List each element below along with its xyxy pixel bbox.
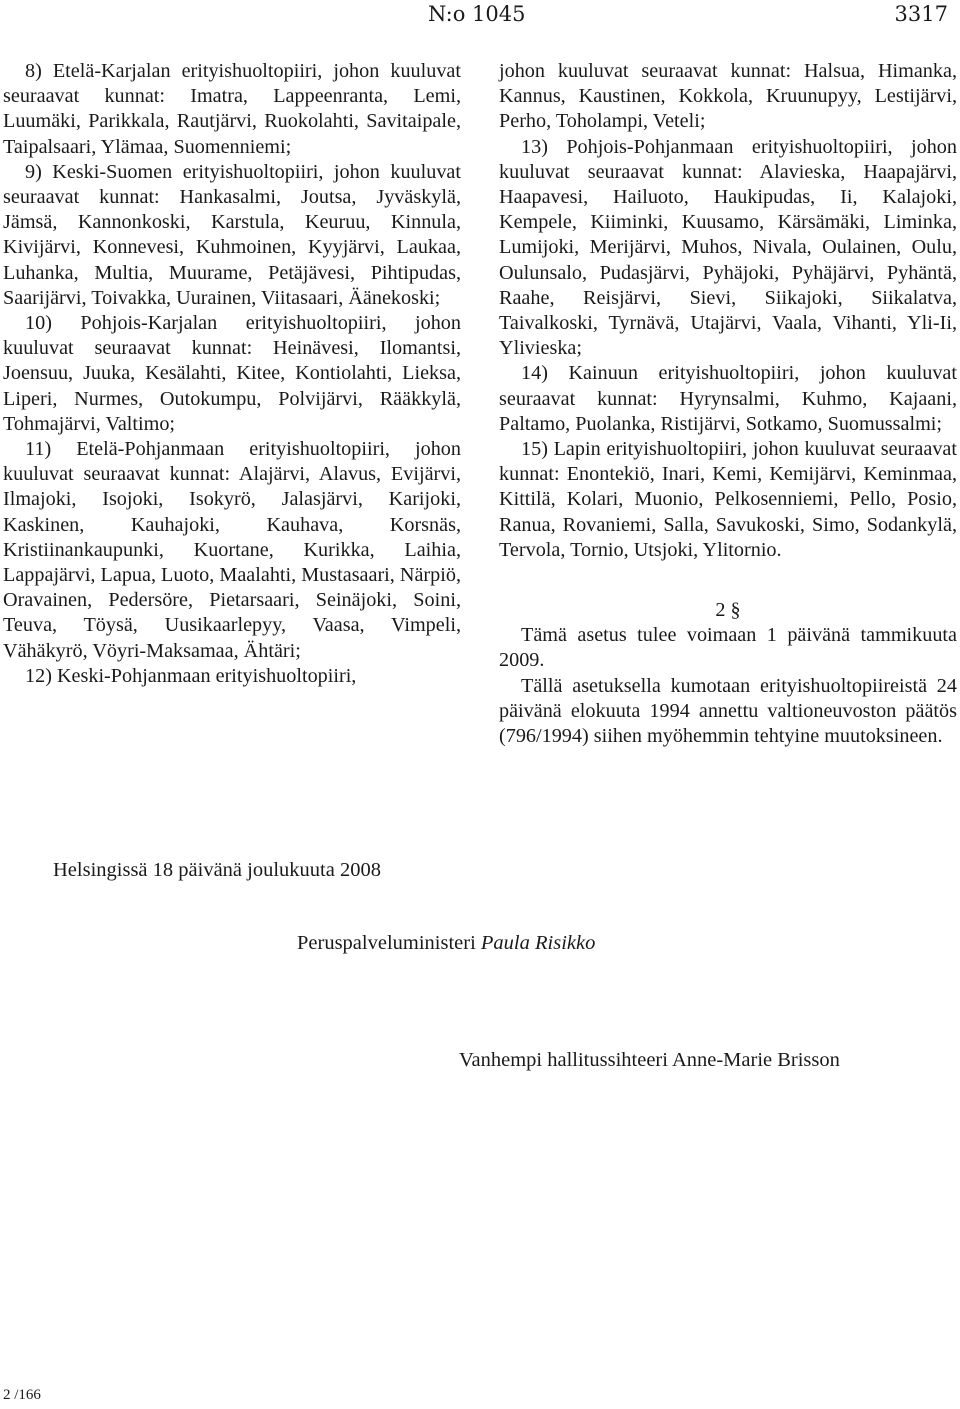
document-number: N:o 1045	[428, 2, 526, 26]
left-column	[3, 59, 461, 689]
paragraph-9: 9) Keski-Suomen erityishuoltopiiri, johon kuuluvat seuraavat kunnat: Hankasalmi, Joutsa, Jyväskylä, Jämsä, Kannonkoski, Karstula, Keuruu, Kinnula, Kivijärvi, Konnevesi, Kuhmoinen, Kyyjärvi, Laukaa, Luhanka, Multia, Muurame, Petäjävesi, Pihtipudas, Saarijärvi, Toivakka, Uurainen, Viitasaari, Äänekoski;	[3, 160, 461, 309]
paragraph-14: 14) Kainuun erityishuoltopiiri, johon kuuluvat seuraavat kunnat: Hyrynsalmi, Kuhmo, Kajaani, Paltamo, Puolanka, Ristijärvi, Sotkamo, Suomussalmi;	[499, 362, 957, 435]
paragraph-15: 15) Lapin erityishuoltopiiri, johon kuuluvat seuraavat kunnat: Enontekiö, Inari, Kemi, Kemijärvi, Keminmaa, Kittilä, Kolari, Muonio, Pelkosenniemi, Pello, Posio, Ranua, Rovaniemi, Salla, Savukoski, Simo, Sodankylä, Tervola, Tornio, Utsjoki, Ylitornio.	[499, 438, 957, 561]
paragraph-13: 13) Pohjois-Pohjanmaan erityishuoltopiiri, johon kuuluvat seuraavat kunnat: Alavieska, Haapajärvi, Haapavesi, Hailuoto, Haukipudas, Ii, Kalajoki, Kempele, Kiiminki, Kuusamo, Kärsämäki, Liminka, Lumijoki, Merijärvi, Muhos, Nivala, Oulainen, Oulu, Oulunsalo, Pudasjärvi, Pyhäjoki, Pyhäjärvi, Pyhäntä, Raahe, Reisjärvi, Sievi, Siikajoki, Siikalatva, Taivalkoski, Tyrnävä, Utajärvi, Vaala, Vihanti, Yli-Ii, Ylivieska;	[499, 135, 957, 360]
footer-code: 2 /166	[3, 1387, 41, 1403]
section-paragraph-repeal: Tällä asetuksella kumotaan erityishuoltopiireistä 24 päivänä elokuuta 1994 annettu valtioneuvoston päätös (796/1994) siihen myöhemmin tehtyine muutoksineen.	[499, 674, 957, 748]
paragraph-11: 11) Etelä-Pohjanmaan erityishuoltopiiri, johon kuuluvat seuraavat kunnat: Alajärvi, Alavus, Evijärvi, Ilmajoki, Isojoki, Isokyrö, Jalasjärvi, Karijoki, Kaskinen, Kauhajoki, Kauhava, Korsnäs, Kristiinankaupunki, Kuortane, Kurikka, Laihia, Lappajärvi, Lapua, Luoto, Maalahti, Mustasaari, Närpiö, Oravainen, Pedersöre, Pietarsaari, Seinäjoki, Soini, Teuva, Töysä, Uusikaarlepyy, Vaasa, Vimpeli, Vähäkyrö, Vöyri-Maksamaa, Ähtäri;	[3, 438, 461, 662]
paragraph-8: 8) Etelä-Karjalan erityishuoltopiiri, johon kuuluvat seuraavat kunnat: Imatra, Lappeenranta, Lemi, Luumäki, Parikkala, Rautjärvi, Ruokolahti, Savitaipale, Taipalsaari, Ylämaa, Suomenniemi;	[3, 60, 461, 158]
minister-title: Peruspalveluministeri	[297, 932, 476, 954]
paragraph-12-continued: johon kuuluvat seuraavat kunnat: Halsua, Himanka, Kannus, Kaustinen, Kokkola, Kruunupyy, Lestijärvi, Perho, Toholampi, Veteli;	[499, 60, 957, 133]
section-paragraph-entry-into-force: Tämä asetus tulee voimaan 1 päivänä tammikuuta 2009.	[499, 624, 957, 672]
right-column	[499, 59, 957, 749]
paragraph-12: 12) Keski-Pohjanmaan erityishuoltopiiri,	[25, 664, 357, 687]
page-number: 3317	[894, 2, 948, 26]
minister-signature	[297, 931, 595, 955]
signing-date: Helsingissä 18 päivänä joulukuuta 2008	[53, 859, 381, 881]
section-heading: 2 §	[715, 599, 741, 622]
paragraph-10: 10) Pohjois-Karjalan erityishuoltopiiri, johon kuuluvat seuraavat kunnat: Heinävesi, Ilomantsi, Joensuu, Juuka, Kesälahti, Kitee, Kontiolahti, Lieksa, Liperi, Nurmes, Outokumpu, Polvijärvi, Rääkkylä, Tohmajärvi, Valtimo;	[3, 312, 461, 435]
secretary-signature: Vanhempi hallitussihteeri Anne-Marie Brisson	[459, 1049, 840, 1071]
minister-name: Paula Risikko	[480, 932, 596, 954]
